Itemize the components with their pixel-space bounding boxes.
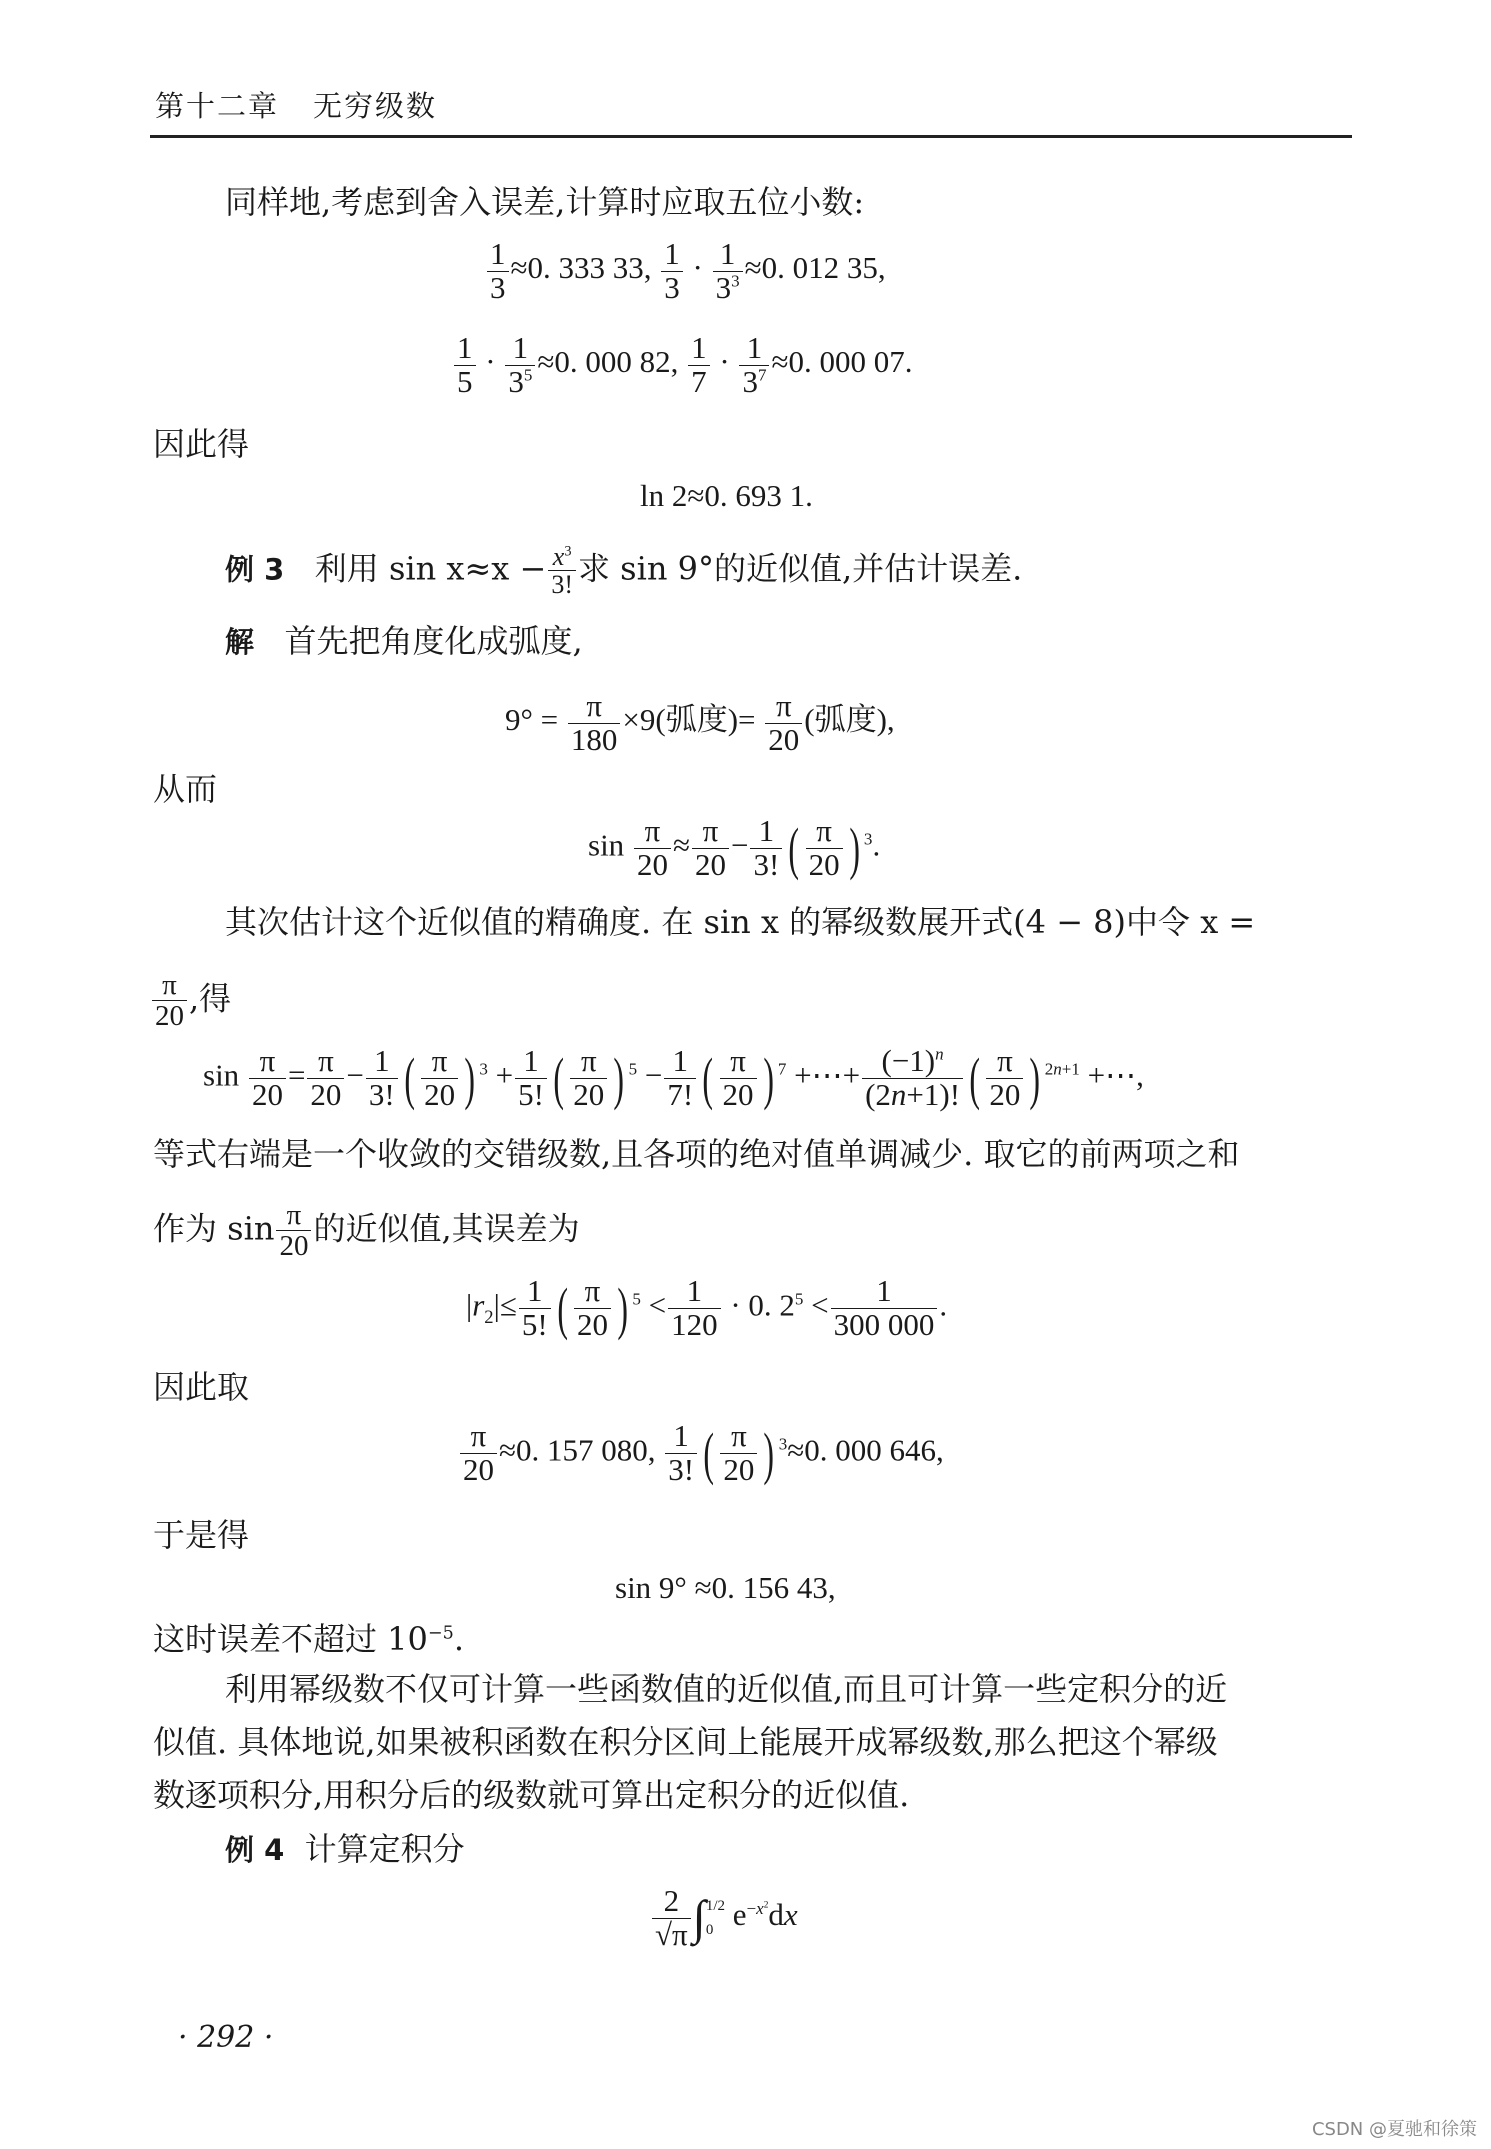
running-header bbox=[155, 84, 437, 125]
equation-degree-radian: 9° = $\frac{\pi}{180}$ ×9(弧度)= $\frac{\pi}{20}$ (弧度), bbox=[505, 688, 895, 757]
paragraph-integral-1: 利用幂级数不仅可计算一些函数值的近似值,而且可计算一些定积分的近 bbox=[225, 1670, 1228, 1708]
example-3: 例 3 利用 sin x≈x − $\frac{x^3}{3!}$ 求 sin 9°的近似值,并估计误差. bbox=[225, 542, 1023, 600]
paragraph-error-limit: 这时误差不超过 $10^{-5}$. bbox=[153, 1620, 465, 1658]
solution-intro: 解 首先把角度化成弧度, bbox=[225, 622, 583, 660]
solution-label: 解 bbox=[225, 625, 255, 659]
paragraph-thus-get: 于是得 bbox=[153, 1516, 250, 1554]
equation-sin9: sin 9° ≈0. 156 43, bbox=[615, 1570, 836, 1605]
equation-definite-integral: $\frac{2}{√\pi}$ ∫ 1/2 0 $e^{-x^2}dx$ bbox=[650, 1885, 798, 1951]
chapter-title: 无穷级数 bbox=[313, 89, 438, 123]
paragraph-error-intro: 作为 sin $\frac{\pi}{20}$ 的近似值,其误差为 bbox=[153, 1199, 580, 1263]
paragraph-thus: 从而 bbox=[153, 770, 218, 808]
paragraph-take: 因此取 bbox=[153, 1368, 250, 1406]
equation-fractions-2: $\frac{1}{5}$ · $\frac{1}{3^5}$ ≈0. 000 82, $\frac{1}{7}$ · $\frac{1}{3^7}$ ≈0. 000 07. bbox=[452, 332, 912, 398]
paragraph-integral-2: 似值. 具体地说,如果被积函数在积分区间上能展开成幂级数,那么把这个幂级 bbox=[153, 1723, 1218, 1761]
equation-sin-series: sin $\frac{\pi}{20}$ = $\frac{\pi}{20}$ − $\frac{1}{3!}$ ( $\frac{\pi}{20}$ ) $^3$ + $\frac{1}{5!}$ ( $\frac{\pi}{20}$ ) $^5$ − $\frac{1}{7!}$ ( $\frac{\pi}{20}$ ) $^7$ +⋯+ $\frac{(-1)^n}{(2n+1)!}$ ( $\frac{\pi}{20}$ ) $^{2n+1}$ +⋯, bbox=[203, 1043, 1144, 1112]
example-3-label: 例 3 bbox=[225, 552, 285, 587]
equation-values: $\frac{\pi}{20}$ ≈0. 157 080, $\frac{1}{3!}$ ( $\frac{\pi}{20}$ ) $^3$≈0. 000 646, bbox=[458, 1420, 944, 1487]
chapter-number: 第十二章 bbox=[155, 89, 280, 123]
paragraph-let-x: $\frac{\pi}{20}$ ,得 bbox=[150, 970, 231, 1032]
example-4: 例 4 计算定积分 bbox=[225, 1830, 465, 1868]
watermark: CSDN @夏驰和徐策 bbox=[1311, 2119, 1477, 2140]
page-number: · 292 · bbox=[178, 2020, 274, 2055]
equation-fractions-1: $\frac{1}{3}$ ≈0. 333 33, $\frac{1}{3}$ · $\frac{1}{3^3}$ ≈0. 012 35, bbox=[485, 238, 886, 304]
header-rule bbox=[150, 135, 1352, 138]
equation-sin-approx: sin $\frac{\pi}{20}$ ≈ $\frac{\pi}{20}$ − $\frac{1}{3!}$ ( $\frac{\pi}{20}$ ) $^3$. bbox=[588, 813, 881, 882]
example-4-label: 例 4 bbox=[225, 1833, 285, 1867]
paragraph-accuracy: 其次估计这个近似值的精确度. 在 sin x 的幂级数展开式(4 − 8)中令 x = bbox=[225, 903, 1256, 941]
paragraph-integral-3: 数逐项积分,用积分后的级数就可算出定积分的近似值. bbox=[153, 1776, 910, 1814]
equation-error-bound: $|r_2|\le$ $\frac{1}{5!}$ ( $\frac{\pi}{20}$ ) $^5$ < $\frac{1}{120}$ · 0. $2^5$ < $\frac{1}{300 000}$ . bbox=[466, 1273, 948, 1342]
paragraph-alternating-series: 等式右端是一个收敛的交错级数,且各项的绝对值单调减少. 取它的前两项之和 bbox=[153, 1135, 1240, 1173]
paragraph-rounding: 同样地,考虑到舍入误差,计算时应取五位小数: bbox=[225, 183, 865, 221]
equation-ln2: ln 2≈0. 693 1. bbox=[640, 478, 813, 513]
paragraph-hence: 因此得 bbox=[153, 425, 250, 463]
